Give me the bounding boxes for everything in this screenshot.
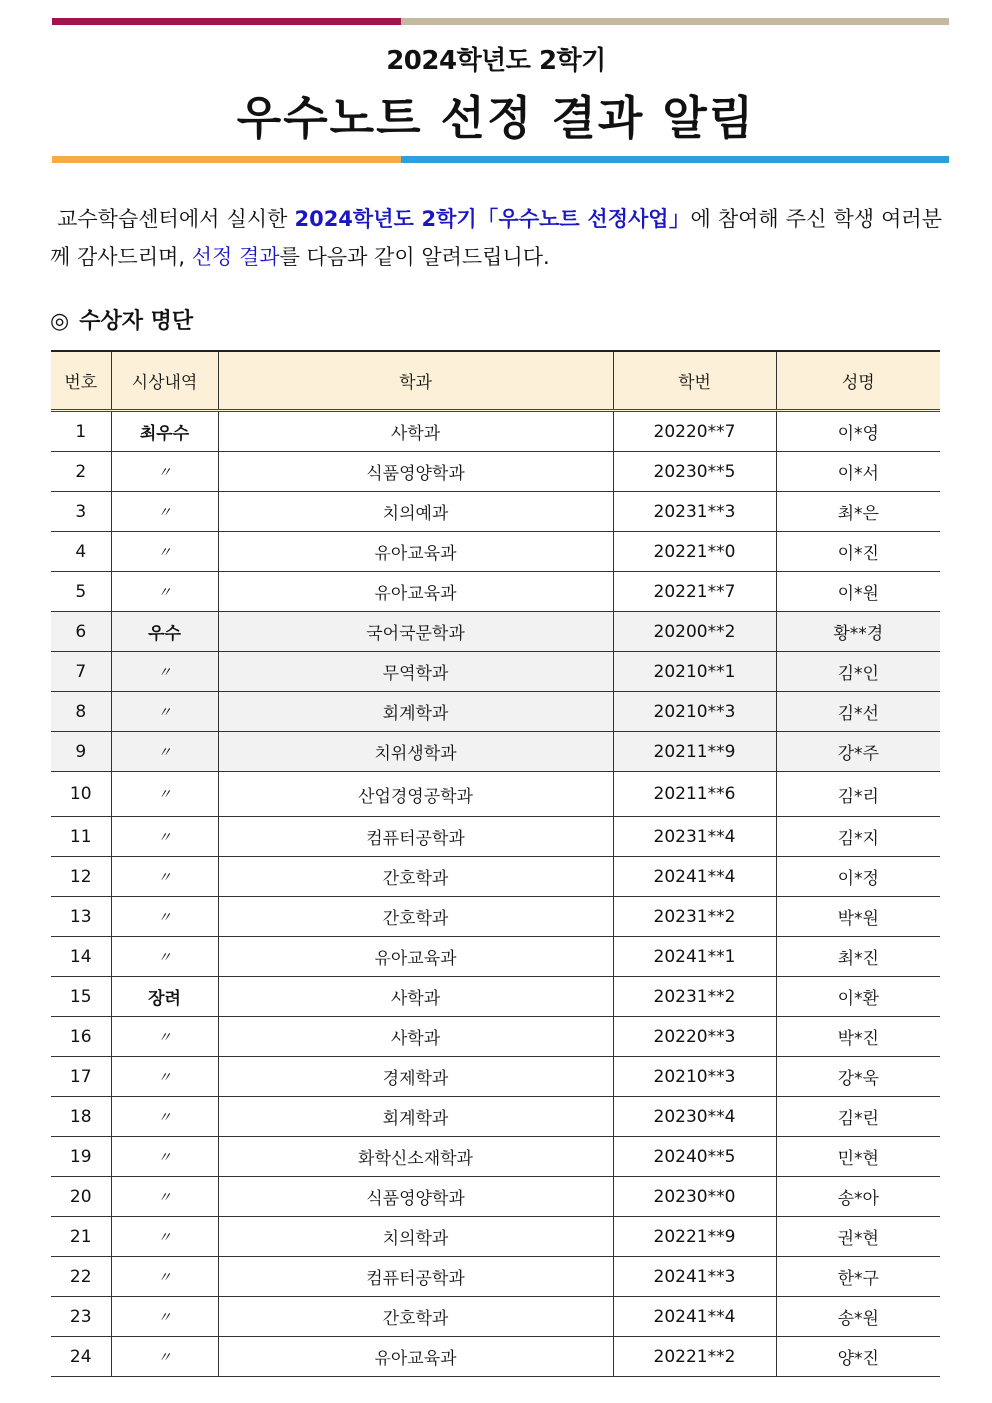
cell-name: 박*원 [776,897,940,937]
cell-student-id: 20231**2 [613,977,776,1017]
cell-department: 유아교육과 [218,1337,613,1377]
cell-department: 회계학과 [218,1097,613,1137]
table-row [51,772,940,817]
cell-award: 〃 [111,1057,218,1097]
cell-number: 21 [51,1217,111,1257]
cell-number: 15 [51,977,111,1017]
cell-department: 치의학과 [218,1217,613,1257]
cell-award: 〃 [111,897,218,937]
intro-highlight-program: 2024학년도 2학기「우수노트 선정사업」 [294,207,691,231]
cell-department: 유아교육과 [218,937,613,977]
header-number: 번호 [51,351,111,411]
cell-name: 최*은 [776,492,940,532]
cell-award: 〃 [111,1017,218,1057]
cell-award: 〃 [111,1257,218,1297]
table-row [51,1217,940,1257]
table-row [51,857,940,897]
cell-student-id: 20211**6 [613,772,776,817]
cell-award: 〃 [111,772,218,817]
cell-number: 2 [51,452,111,492]
awardee-table [51,350,940,1377]
section-title: 수상자 명단 [79,309,194,334]
cell-department: 식품영양학과 [218,1177,613,1217]
cell-name: 강*주 [776,732,940,772]
cell-student-id: 20231**3 [613,492,776,532]
cell-name: 이*정 [776,857,940,897]
table-row [51,452,940,492]
cell-department: 사학과 [218,1017,613,1057]
cell-name: 김*지 [776,817,940,857]
cell-number: 4 [51,532,111,572]
cell-student-id: 20241**1 [613,937,776,977]
cell-number: 17 [51,1057,111,1097]
cell-department: 치위생학과 [218,732,613,772]
cell-number: 7 [51,652,111,692]
section-heading [50,304,193,335]
cell-name: 한*구 [776,1257,940,1297]
cell-number: 5 [51,572,111,612]
cell-department: 경제학과 [218,1057,613,1097]
cell-award: 〃 [111,452,218,492]
table-row [51,1137,940,1177]
cell-award: 〃 [111,532,218,572]
cell-department: 국어국문학과 [218,612,613,652]
cell-number: 9 [51,732,111,772]
table-row [51,1177,940,1217]
cell-number: 24 [51,1337,111,1377]
cell-student-id: 20200**2 [613,612,776,652]
cell-student-id: 20230**4 [613,1097,776,1137]
cell-department: 유아교육과 [218,532,613,572]
cell-student-id: 20221**9 [613,1217,776,1257]
table-row [51,732,940,772]
cell-student-id: 20211**9 [613,732,776,772]
cell-award: 우수 [111,612,218,652]
cell-department: 치의예과 [218,492,613,532]
cell-student-id: 20220**7 [613,411,776,452]
top-decor-bar [52,18,949,25]
cell-number: 6 [51,612,111,652]
cell-award: 〃 [111,652,218,692]
cell-number: 18 [51,1097,111,1137]
cell-name: 이*원 [776,572,940,612]
table-row [51,532,940,572]
cell-name: 이*진 [776,532,940,572]
cell-name: 이*영 [776,411,940,452]
table-row [51,1337,940,1377]
cell-number: 20 [51,1177,111,1217]
table-row [51,937,940,977]
cell-number: 13 [51,897,111,937]
cell-student-id: 20221**2 [613,1337,776,1377]
cell-award: 〃 [111,1337,218,1377]
cell-award: 〃 [111,937,218,977]
cell-student-id: 20231**4 [613,817,776,857]
cell-name: 김*린 [776,1097,940,1137]
cell-number: 1 [51,411,111,452]
top-bar-right-segment [401,18,949,25]
table-row [51,1057,940,1097]
cell-award: 최우수 [111,411,218,452]
cell-name: 양*진 [776,1337,940,1377]
cell-award: 〃 [111,692,218,732]
table-row [51,492,940,532]
cell-number: 8 [51,692,111,732]
cell-number: 22 [51,1257,111,1297]
bullet-circle-icon: ◎ [50,309,70,334]
cell-department: 산업경영공학과 [218,772,613,817]
table-row [51,411,940,452]
intro-paragraph [50,200,942,276]
cell-department: 간호학과 [218,1297,613,1337]
table-row [51,1097,940,1137]
header-name: 성명 [776,351,940,411]
table-header-row [51,351,940,411]
cell-number: 11 [51,817,111,857]
cell-student-id: 20231**2 [613,897,776,937]
cell-student-id: 20210**1 [613,652,776,692]
table-row [51,692,940,732]
document-subtitle: 2024학년도 2학기 [386,46,606,76]
cell-name: 김*인 [776,652,940,692]
header-department: 학과 [218,351,613,411]
cell-department: 화학신소재학과 [218,1137,613,1177]
cell-number: 16 [51,1017,111,1057]
table-row [51,1017,940,1057]
cell-award: 〃 [111,857,218,897]
cell-name: 이*환 [776,977,940,1017]
cell-student-id: 20230**0 [613,1177,776,1217]
cell-award: 〃 [111,732,218,772]
top-bar-left-segment [52,18,401,25]
cell-number: 14 [51,937,111,977]
header-award: 시상내역 [111,351,218,411]
cell-award: 〃 [111,572,218,612]
cell-student-id: 20241**4 [613,1297,776,1337]
cell-department: 간호학과 [218,897,613,937]
cell-name: 이*서 [776,452,940,492]
cell-award: 〃 [111,1177,218,1217]
intro-text-2: 에 참여해 주신 학생 여러분께 감사드리며, [50,207,942,269]
cell-department: 컴퓨터공학과 [218,817,613,857]
cell-name: 송*원 [776,1297,940,1337]
table-row [51,1297,940,1337]
bottom-decor-bar [52,156,949,163]
cell-name: 강*욱 [776,1057,940,1097]
table-row [51,897,940,937]
bottom-bar-left-segment [52,156,401,163]
cell-student-id: 20210**3 [613,692,776,732]
document-title: 우수노트 선정 결과 알림 [236,91,756,145]
cell-department: 유아교육과 [218,572,613,612]
intro-text-1: 교수학습센터에서 실시한 [57,207,295,231]
cell-department: 식품영양학과 [218,452,613,492]
table-body [51,411,940,1377]
cell-award: 〃 [111,817,218,857]
bottom-bar-right-segment [401,156,949,163]
table-row [51,612,940,652]
cell-name: 최*진 [776,937,940,977]
cell-award: 장려 [111,977,218,1017]
table-row [51,652,940,692]
cell-award: 〃 [111,1217,218,1257]
cell-number: 3 [51,492,111,532]
cell-student-id: 20230**5 [613,452,776,492]
cell-name: 황**경 [776,612,940,652]
cell-name: 송*아 [776,1177,940,1217]
cell-department: 사학과 [218,977,613,1017]
cell-name: 김*선 [776,692,940,732]
cell-award: 〃 [111,1097,218,1137]
cell-number: 19 [51,1137,111,1177]
table-row [51,1257,940,1297]
intro-text-3: 를 다음과 같이 알려드립니다. [279,245,550,269]
cell-number: 10 [51,772,111,817]
table-row [51,572,940,612]
cell-student-id: 20220**3 [613,1017,776,1057]
header-student-id: 학번 [613,351,776,411]
cell-award: 〃 [111,1297,218,1337]
intro-highlight-result: 선정 결과 [191,245,280,269]
cell-number: 12 [51,857,111,897]
table-row [51,817,940,857]
cell-name: 김*리 [776,772,940,817]
cell-name: 박*진 [776,1017,940,1057]
cell-department: 간호학과 [218,857,613,897]
table-row [51,977,940,1017]
cell-number: 23 [51,1297,111,1337]
cell-department: 사학과 [218,411,613,452]
cell-student-id: 20221**7 [613,572,776,612]
cell-student-id: 20221**0 [613,532,776,572]
cell-award: 〃 [111,492,218,532]
cell-student-id: 20210**3 [613,1057,776,1097]
cell-department: 무역학과 [218,652,613,692]
cell-department: 회계학과 [218,692,613,732]
cell-name: 민*현 [776,1137,940,1177]
cell-student-id: 20241**4 [613,857,776,897]
cell-award: 〃 [111,1137,218,1177]
cell-student-id: 20241**3 [613,1257,776,1297]
cell-department: 컴퓨터공학과 [218,1257,613,1297]
cell-student-id: 20240**5 [613,1137,776,1177]
cell-name: 권*현 [776,1217,940,1257]
